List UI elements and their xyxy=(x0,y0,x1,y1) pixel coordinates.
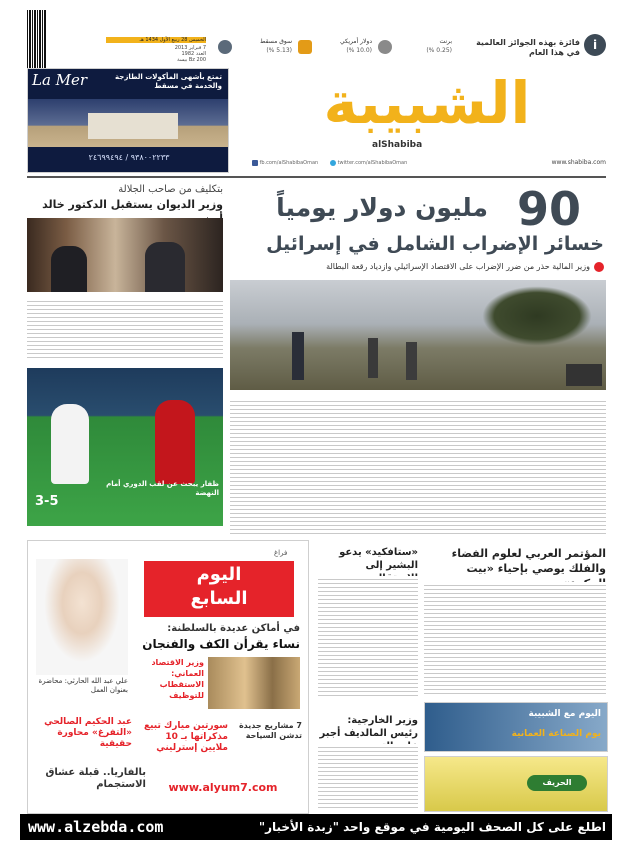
sports-caption: ظفار يبحث عن لقب الدوري أمام النهضة xyxy=(106,480,219,497)
date-line-2: 7 فبراير 2013 xyxy=(174,45,206,51)
lamer-photo xyxy=(28,99,228,147)
bottom-ad xyxy=(424,756,608,812)
right-title: المؤتمر العربي لعلوم الفضاء والفلك يوصي بإحياء «بيت xyxy=(451,547,606,575)
person-figure xyxy=(51,246,87,292)
market-item xyxy=(298,35,374,60)
center-body-text xyxy=(230,398,606,536)
middle-title1: «ستافكيد» يدعو البشير إلى xyxy=(339,547,418,571)
figure-2 xyxy=(368,338,378,378)
alyoum-story4: بالفاريا.. قبلة عشاق الاستجمام xyxy=(45,767,146,790)
market-value: (10.0 %) xyxy=(346,47,372,54)
alyoum-line2: السابع xyxy=(190,588,248,609)
alyoum-headline2: نساء يقرأن الكف والفنجان xyxy=(142,637,300,651)
twitter-link[interactable] xyxy=(330,159,430,167)
player-red xyxy=(155,400,195,484)
left-body-text xyxy=(27,298,223,360)
promo-title: فائزة بهذه الجوائز العالمية في هذا العام xyxy=(476,38,580,57)
lamer-brand: La Mer xyxy=(32,71,88,89)
logo-english: alShabiba xyxy=(372,140,423,150)
logo-arabic: الشبيبة xyxy=(323,69,531,137)
market-item xyxy=(218,35,294,60)
figure-1 xyxy=(292,332,304,380)
market-ticker xyxy=(218,35,456,60)
alyoum-headline1: في أماكن عديدة بالسلطنة: xyxy=(167,623,300,634)
alyoum-photo-strip xyxy=(208,657,300,709)
twitter-icon xyxy=(330,160,336,166)
market-name: سوق مسقط xyxy=(260,38,292,45)
footer-slogan: اطلع على كل الصحف اليومية في موقع واحد "زبدة الأخبار" xyxy=(258,820,606,834)
sports-score: 3-5 xyxy=(35,494,59,509)
headline-number: 90 xyxy=(516,182,581,236)
date-line: الخميس 28 ربيع الأول 1434 هـ xyxy=(106,37,206,43)
left-title: وزير الديوان يستقبل الدكتور خالد xyxy=(42,198,223,211)
m-logo-icon xyxy=(298,40,312,54)
price: Bz 200 بيسة xyxy=(177,57,206,63)
alyoum-side1: وزير الاقتصاد العماني: الاستقطاب للتوظيف xyxy=(151,658,204,700)
left-kicker: بتكليف من صاحب الجلالة xyxy=(118,184,223,195)
middle-body-text1 xyxy=(318,576,418,696)
masthead-logo xyxy=(252,70,602,150)
main-photo xyxy=(230,280,606,390)
market-value: (0.25 %) xyxy=(426,47,452,54)
market-name: دولار أمريكي xyxy=(340,38,372,45)
alyoum-corner: فراغ xyxy=(274,549,288,557)
issue-number: العدد 1982 xyxy=(181,51,206,57)
website-link[interactable]: www.shabiba.com xyxy=(551,159,606,166)
left-photo xyxy=(27,218,223,292)
person-figure xyxy=(145,242,185,292)
lamer-ad xyxy=(27,68,229,173)
tree-canopy xyxy=(482,286,592,346)
market-name: برنت xyxy=(439,38,452,45)
twitter-handle: twitter.com/alShabibaOman xyxy=(337,160,408,166)
industry-promo xyxy=(424,702,608,752)
oil-drop-icon xyxy=(378,40,392,54)
industry-bottom: يوم الصناعة العمانية xyxy=(511,729,601,739)
alyoum-story1: عبد الحكيم الصالحي «التفرغ» محاورة حقيقية xyxy=(44,717,132,749)
woman-photo xyxy=(36,559,128,675)
middle-body-text2 xyxy=(318,744,418,810)
bottom-ad-label: الحريف xyxy=(527,775,587,791)
market-value: (5.13 %) xyxy=(266,47,292,54)
market-item xyxy=(378,35,454,60)
alyoum-logo xyxy=(144,561,294,617)
figure-3 xyxy=(406,342,417,380)
sports-photo xyxy=(27,368,223,526)
headline-title: مليون دولار يومياً xyxy=(276,193,488,222)
promo-badge: i xyxy=(584,34,606,56)
headline-deck: وزير المالية حذر من ضرر الإضراب على الاقتصاد الإسرائيلي وازدياد رقعة البطالة xyxy=(326,262,590,271)
right-body-text xyxy=(424,582,606,696)
chevron-right-icon xyxy=(594,262,604,272)
lamer-phones: ٩٣٨٠٠٢٢٣٣ / ٢٤٦٩٩٤٩٤ xyxy=(88,153,170,162)
footer-site[interactable]: www.alzebda.com xyxy=(28,818,164,836)
lamer-tagline: تمتع بأشهى المأكولات الطازجة والخدمة في مسقط xyxy=(115,73,222,90)
globe-icon xyxy=(218,40,232,54)
alyoum-line1: اليوم xyxy=(196,564,242,585)
photo-caption-box xyxy=(566,364,602,386)
facebook-handle: fb.com/alShabibaOman xyxy=(259,160,319,166)
headline-subtitle: خسائر الإضراب الشامل في إسرائيل xyxy=(266,233,604,255)
building-shape xyxy=(88,113,178,139)
industry-top: اليوم مع الشبيبة xyxy=(528,709,601,719)
alyoum-side2: علي عبد الله الحارثي: محاضرة بعنوان العمل xyxy=(38,677,128,694)
date-box xyxy=(106,37,206,64)
footer-banner xyxy=(20,814,612,840)
player-white xyxy=(51,404,89,484)
masthead-rule xyxy=(27,176,606,178)
alyoum-url[interactable]: www.alyum7.com xyxy=(168,781,278,794)
alyoum-story3: 7 مشاريع جديدة تدشن السياحة xyxy=(238,721,302,740)
facebook-icon xyxy=(252,160,258,166)
barcode xyxy=(27,10,47,75)
middle-title2: وزير الخارجية: رئيس المالديف أجبر xyxy=(319,715,418,739)
alyoum-story2: سورتين ميارك تبيع مذكراتها بـ 10 ملايين إسترليني xyxy=(143,721,228,753)
alyoum-ad xyxy=(27,540,309,814)
